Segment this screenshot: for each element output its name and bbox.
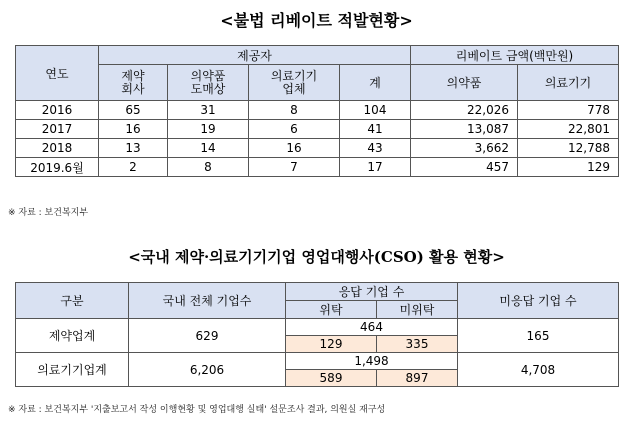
table-row [16, 120, 619, 139]
cell-total-companies: 6,206 [129, 353, 286, 387]
cell-consign: 589 [286, 370, 377, 387]
cell-nonconsign: 335 [377, 336, 458, 353]
cell-pharma: 13 [99, 139, 168, 158]
cell-total-companies: 629 [129, 319, 286, 353]
table-row [16, 101, 619, 120]
header-drug-amount: 의약품 [411, 65, 518, 101]
header-provider: 제공자 [99, 46, 411, 65]
cell-total: 41 [340, 120, 411, 139]
cell-nonresponding: 4,708 [458, 353, 619, 387]
table-row [16, 353, 619, 370]
cell-year: 2017 [16, 120, 99, 139]
cell-wholesale: 8 [168, 158, 249, 177]
cell-year: 2019.6월 [16, 158, 99, 177]
cell-drug-amount: 457 [411, 158, 518, 177]
header-year: 연도 [16, 46, 99, 101]
cell-year: 2016 [16, 101, 99, 120]
cell-nonconsign: 897 [377, 370, 458, 387]
rebate-table [15, 45, 619, 177]
cell-consign: 129 [286, 336, 377, 353]
table-row [16, 158, 619, 177]
source-note-2: ※ 자료 : 보건복지부 '지출보고서 작성 이행현황 및 영업대행 실태' 설문조사 결과, 의원실 재구성 [8, 405, 386, 415]
cell-device: 7 [249, 158, 340, 177]
cell-drug-amount: 22,026 [411, 101, 518, 120]
cell-drug-amount: 3,662 [411, 139, 518, 158]
cell-responding: 464 [286, 319, 458, 336]
header-pharma-company: 제약 회사 [99, 65, 168, 101]
cell-device: 16 [249, 139, 340, 158]
cell-drug-amount: 13,087 [411, 120, 518, 139]
header-nonresponding: 미응답 기업 수 [458, 283, 619, 319]
cell-wholesale: 31 [168, 101, 249, 120]
cell-responding: 1,498 [286, 353, 458, 370]
cell-pharma: 65 [99, 101, 168, 120]
cell-device-amount: 12,788 [518, 139, 619, 158]
cell-pharma: 16 [99, 120, 168, 139]
cell-device: 6 [249, 120, 340, 139]
cell-category: 제약업계 [16, 319, 129, 353]
header-device-company: 의료기기 업체 [249, 65, 340, 101]
cell-category: 의료기기업계 [16, 353, 129, 387]
header-total-companies: 국내 전체 기업수 [129, 283, 286, 319]
header-wholesale: 의약품 도매상 [168, 65, 249, 101]
cell-nonresponding: 165 [458, 319, 619, 353]
cell-device: 8 [249, 101, 340, 120]
cell-pharma: 2 [99, 158, 168, 177]
cell-device-amount: 129 [518, 158, 619, 177]
source-note-1: ※ 자료 : 보건복지부 [8, 208, 89, 218]
cell-wholesale: 19 [168, 120, 249, 139]
table-row [16, 319, 619, 336]
cell-total: 43 [340, 139, 411, 158]
cell-device-amount: 778 [518, 101, 619, 120]
cell-wholesale: 14 [168, 139, 249, 158]
cso-table [15, 282, 619, 387]
header-nonconsign: 미위탁 [377, 301, 458, 319]
title-rebate-status: <불법 리베이트 적발현황> [220, 11, 413, 30]
header-category: 구분 [16, 283, 129, 319]
header-total: 계 [340, 65, 411, 101]
title-cso-status: <국내 제약·의료기기기업 영업대행사(CSO) 활용 현황> [128, 248, 505, 266]
header-responding: 응답 기업 수 [286, 283, 458, 301]
table-row [16, 139, 619, 158]
header-device-amount: 의료기기 [518, 65, 619, 101]
cell-total: 104 [340, 101, 411, 120]
cell-device-amount: 22,801 [518, 120, 619, 139]
cell-year: 2018 [16, 139, 99, 158]
header-consign: 위탁 [286, 301, 377, 319]
header-rebate-amount: 리베이트 금액(백만원) [411, 46, 619, 65]
cell-total: 17 [340, 158, 411, 177]
